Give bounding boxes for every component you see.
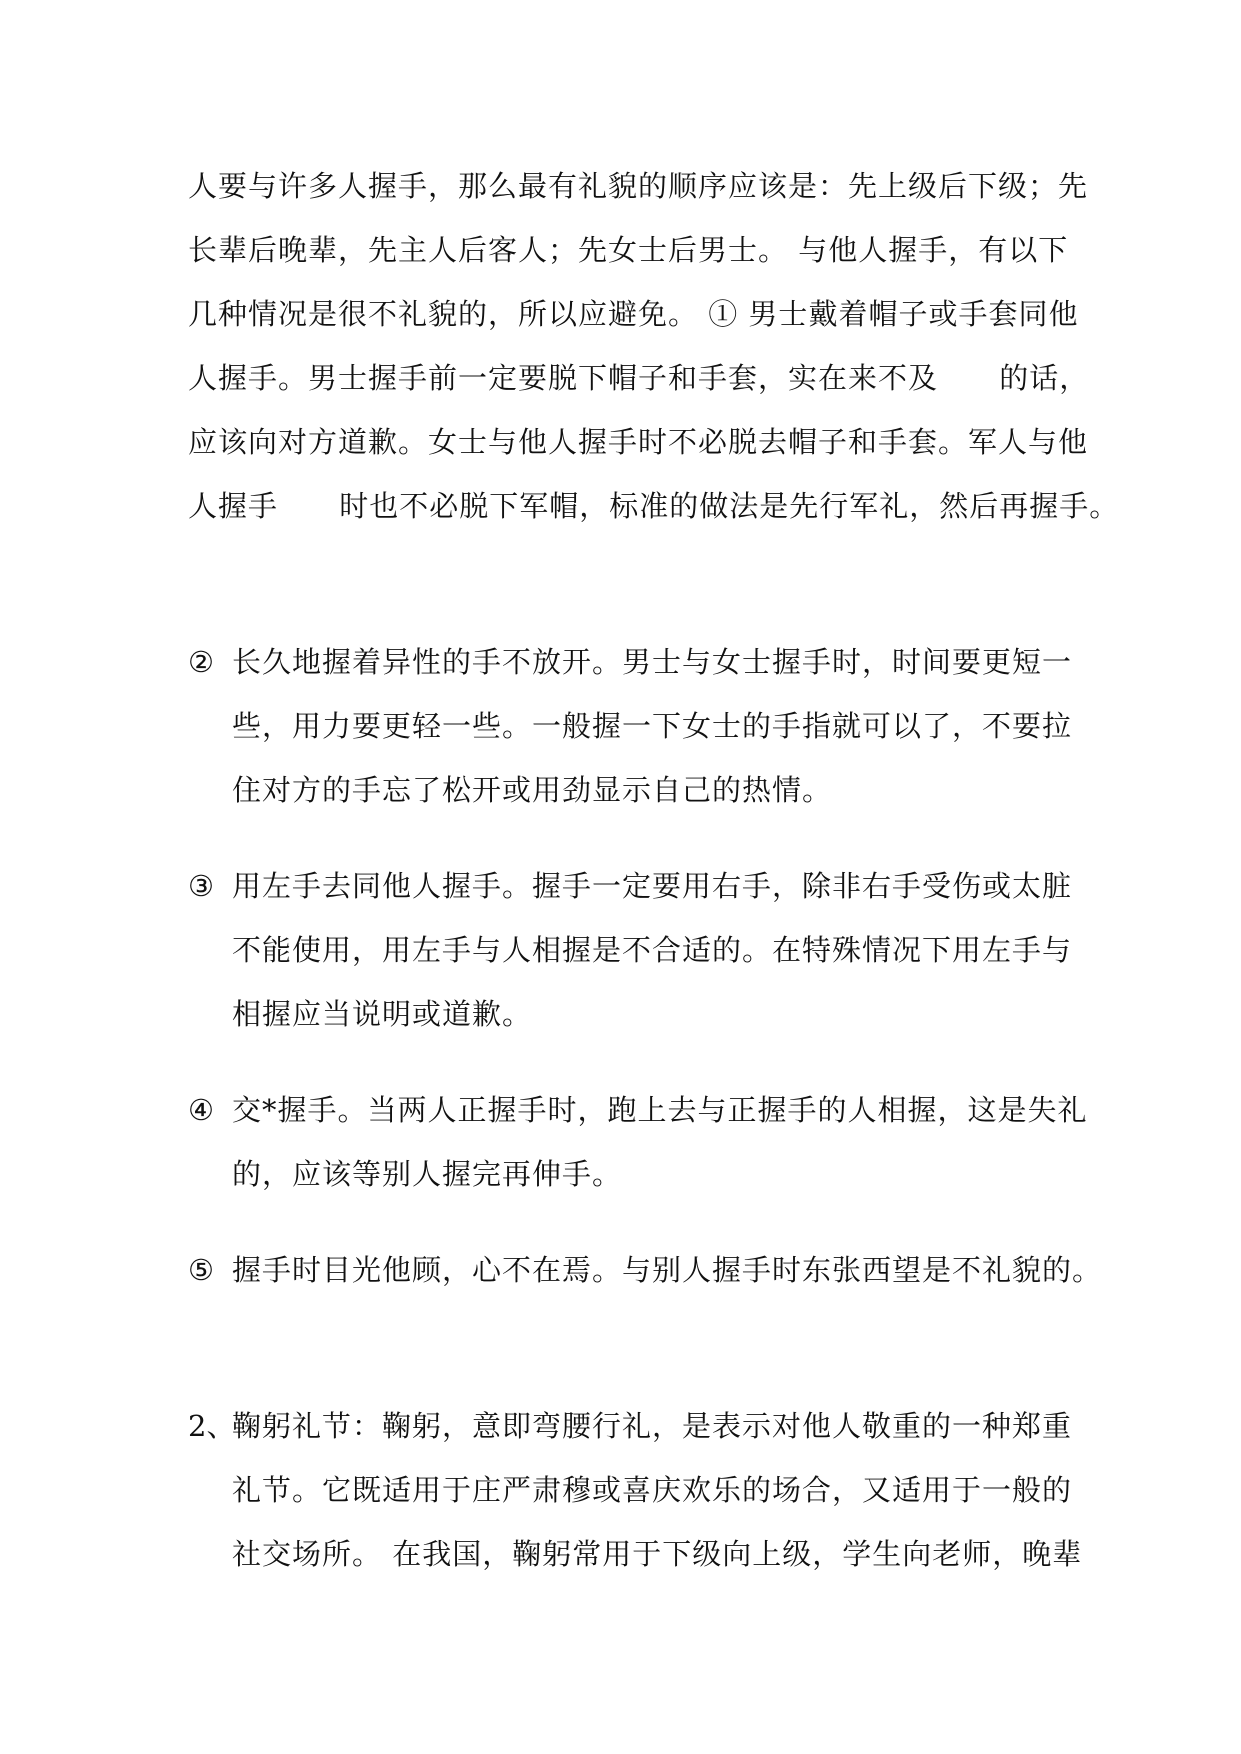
section-line: 礼节。它既适用于庄严肃穆或喜庆欢乐的场合，又适用于一般的 <box>232 1473 1073 1507</box>
list-item-line: 相握应当说明或道歉。 <box>232 997 533 1031</box>
list-item-line: 交*握手。当两人正握手时，跑上去与正握手的人相握，这是失礼 <box>232 1093 1088 1127</box>
list-item-line: 不能使用，用左手与人相握是不合适的。在特殊情况下用左手与 <box>232 933 1073 967</box>
list-marker: ② <box>188 645 214 679</box>
paragraph-line: 人握手 时也不必脱下军帽，标准的做法是先行军礼，然后再握手。 <box>188 489 1120 523</box>
section-line: 社交场所。 在我国，鞠躬常用于下级向上级，学生向老师，晚辈 <box>232 1537 1083 1571</box>
list-marker: ④ <box>188 1093 214 1127</box>
list-item-line: 长久地握着异性的手不放开。男士与女士握手时，时间要更短一 <box>232 645 1073 679</box>
paragraph-line: 应该向对方道歉。女士与他人握手时不必脱去帽子和手套。军人与他 <box>188 425 1089 459</box>
list-item-line: 些，用力要更轻一些。一般握一下女士的手指就可以了，不要拉 <box>232 709 1073 743</box>
list-item-line: 的，应该等别人握完再伸手。 <box>232 1157 623 1191</box>
section-number: 2、 <box>188 1409 236 1443</box>
list-marker: ⑤ <box>188 1253 214 1287</box>
list-item-line: 用左手去同他人握手。握手一定要用右手，除非右手受伤或太脏 <box>232 869 1073 903</box>
section-line: 鞠躬礼节：鞠躬，意即弯腰行礼，是表示对他人敬重的一种郑重 <box>232 1409 1073 1443</box>
list-item-line: 握手时目光他顾，心不在焉。与别人握手时东张西望是不礼貌的。 <box>232 1253 1103 1287</box>
paragraph-line: 长辈后晚辈，先主人后客人；先女士后男士。 与他人握手，有以下 <box>188 233 1069 267</box>
paragraph-line: 人要与许多人握手，那么最有礼貌的顺序应该是：先上级后下级；先 <box>188 169 1089 203</box>
list-marker: ③ <box>188 869 214 903</box>
paragraph-line: 几种情况是很不礼貌的，所以应避免。 ① 男士戴着帽子或手套同他 <box>188 297 1079 331</box>
paragraph-line: 人握手。男士握手前一定要脱下帽子和手套，实在来不及 的话， <box>188 361 1090 395</box>
list-item-line: 住对方的手忘了松开或用劲显示自己的热情。 <box>232 773 833 807</box>
